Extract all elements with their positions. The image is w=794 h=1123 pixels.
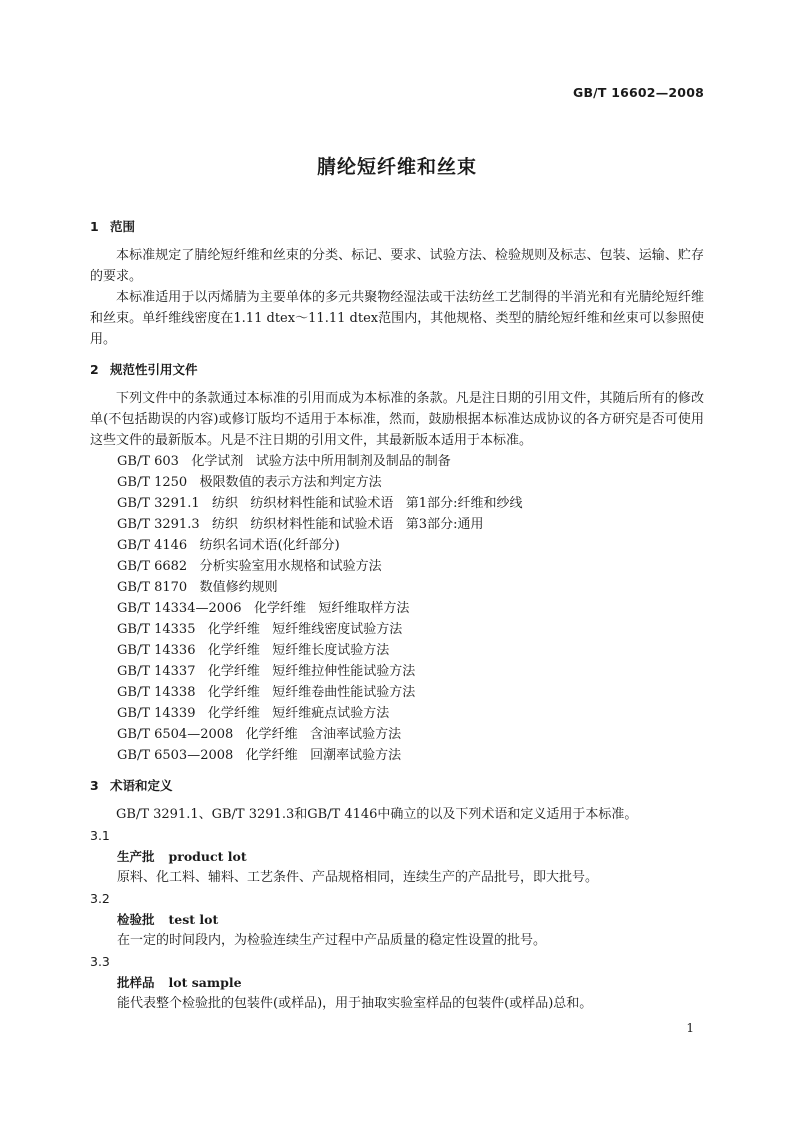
term-en: lot sample: [168, 975, 242, 990]
references-intro: 下列文件中的条款通过本标准的引用而成为本标准的条款。凡是注日期的引用文件，其随后所有的修改单(不包括勘误的内容)或修订版均不适用于本标准，然而，鼓励根据本标准达成协议的各方研究是否可使用这些文件的最新版本。凡是不注日期的引用文件，其最新版本适用于本标准。: [90, 391, 704, 448]
term-name: [90, 972, 704, 993]
term-number: 3.1: [90, 828, 110, 843]
reference-item: GB/T 14337 化学纤维 短纤维拉伸性能试验方法: [117, 664, 416, 679]
document-body: [90, 216, 704, 1014]
term-number: 3.3: [90, 954, 110, 969]
reference-item: GB/T 1250 极限数值的表示方法和判定方法: [117, 475, 382, 490]
section-number: 1: [90, 219, 99, 234]
term-definition: 原料、化工料、辅料、工艺条件、产品规格相同，连续生产的产品批号，即大批号。: [117, 870, 599, 885]
reference-item: GB/T 3291.1 纺织 纺织材料性能和试验术语 第1部分:纤维和纱线: [117, 496, 523, 511]
term-name: [90, 846, 704, 867]
reference-item: GB/T 603 化学试剂 试验方法中所用制剂及制品的制备: [117, 454, 451, 469]
reference-item: GB/T 6503—2008 化学纤维 回潮率试验方法: [117, 748, 402, 763]
reference-item: GB/T 6682 分析实验室用水规格和试验方法: [117, 559, 382, 574]
reference-item: GB/T 14335 化学纤维 短纤维线密度试验方法: [117, 622, 403, 637]
reference-item: GB/T 6504—2008 化学纤维 含油率试验方法: [117, 727, 402, 742]
page-number: 1: [686, 1021, 694, 1035]
section-number: 3: [90, 778, 99, 793]
section-number: 2: [90, 362, 99, 377]
document-title: 腈纶短纤维和丝束: [316, 156, 477, 178]
scope-paragraph-2: 本标准适用于以丙烯腈为主要单体的多元共聚物经湿法或干法纺丝工艺制得的半消光和有光腈纶短纤维和丝束。单纤维线密度在1.11 dtex～11.11 dtex范围内，其他规格、类型的腈纶短纤维和丝束可以参照使用。: [90, 290, 704, 347]
scope-paragraph-1: 本标准规定了腈纶短纤维和丝束的分类、标记、要求、试验方法、检验规则及标志、包装、运输、贮存的要求。: [90, 248, 704, 284]
section-1-heading: [90, 216, 704, 237]
reference-item: GB/T 14334—2006 化学纤维 短纤维取样方法: [117, 601, 410, 616]
section-2-heading: [90, 359, 704, 380]
reference-item: GB/T 14336 化学纤维 短纤维长度试验方法: [117, 643, 390, 658]
reference-item: GB/T 8170 数值修约规则: [117, 580, 278, 595]
term-zh: 批样品: [117, 975, 155, 990]
term-definition: 能代表整个检验批的包装件(或样品)，用于抽取实验室样品的包装件(或样品)总和。: [117, 996, 593, 1011]
term-number: 3.2: [90, 891, 110, 906]
term-en: product lot: [168, 849, 247, 864]
section-title: 术语和定义: [110, 778, 173, 793]
standard-code: GB/T 16602—2008: [572, 85, 704, 100]
term-zh: 生产批: [117, 849, 155, 864]
term-en: test lot: [168, 912, 219, 927]
section-3-heading: [90, 775, 704, 796]
reference-item: GB/T 3291.3 纺织 纺织材料性能和试验术语 第3部分:通用: [117, 517, 484, 532]
term-name: [90, 909, 704, 930]
section-title: 范围: [110, 219, 136, 234]
terms-intro: GB/T 3291.1、GB/T 3291.3和GB/T 4146中确立的以及下列术语和定义适用于本标准。: [116, 807, 638, 822]
section-title: 规范性引用文件: [110, 362, 198, 377]
reference-item: GB/T 4146 纺织名词术语(化纤部分): [117, 538, 340, 553]
reference-item: GB/T 14339 化学纤维 短纤维疵点试验方法: [117, 706, 390, 721]
term-definition: 在一定的时间段内，为检验连续生产过程中产品质量的稳定性设置的批号。: [117, 933, 547, 948]
term-zh: 检验批: [117, 912, 155, 927]
reference-item: GB/T 14338 化学纤维 短纤维卷曲性能试验方法: [117, 685, 416, 700]
